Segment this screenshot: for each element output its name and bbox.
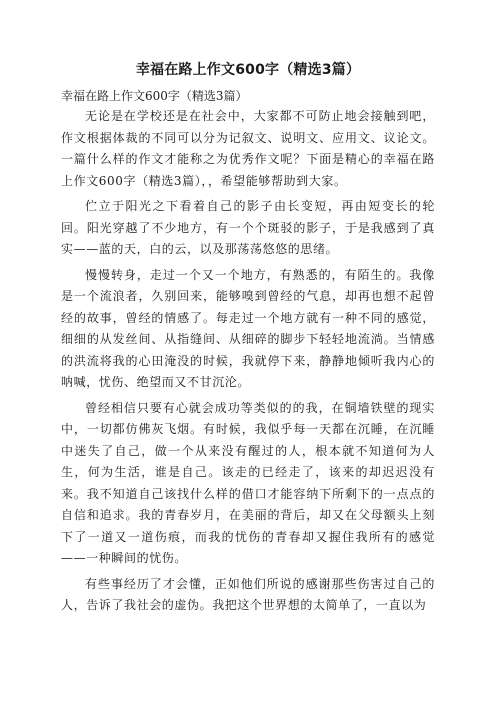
paragraph-4: 曾经相信只要有心就会成功等类似的的我，在铜墙铁壁的现实中，一切都仿佛灰飞烟。有时候，我似乎每一天都在沉睡，在沉睡中迷失了自己，做一个从来没有醒过的人，根本就不知道何为人生，何为生活，谁是自己。该走的已经走了，该来的却迟迟没有来。我不知道自己该找什么样的借口才能容纳下所剩下的一点点的自信和追求。我的青春岁月，在美丽的背后，却又在父母额头上刻下了一道又一道伤痕，而我的忧伤的青春却又握住我所有的感觉——一种瞬间的忧伤。 <box>61 400 435 565</box>
document-page <box>61 60 435 621</box>
paragraph-2: 伫立于阳光之下看着自己的影子由长变短，再由短变长的轮回。阳光穿越了不少地方，有一个个斑驳的影子，于是我感到了真实——蓝的天，白的云，以及那荡荡悠悠的思绪。 <box>61 199 435 256</box>
document-subtitle: 幸福在路上作文600字（精选3篇） <box>61 89 248 103</box>
paragraph-1: 无论是在学校还是在社会中，大家都不可防止地会接触到吧，作文根据体裁的不同可以分为记叙文、说明文、应用文、议论文。一篇什么样的作文才能称之为优秀作文呢？下面是精心的幸福在路上作文600字（精选3篇），，希望能够帮助到大家。 <box>61 109 435 188</box>
paragraph-5: 有些事经历了才会懂，正如他们所说的感谢那些伤害过自己的人，告诉了我社会的虚伪。我把这个世界想的太简单了，一直以为 <box>61 576 435 612</box>
paragraph-3: 慢慢转身，走过一个又一个地方，有熟悉的，有陌生的。我像是一个流浪者，久别回来，能够嗅到曾经的气息，却再也想不起曾经的故事，曾经的情感了。每走过一个地方就有一种不同的感觉，细细的从发丝间、从指缝间、从细碎的脚步下轻轻地流淌。当情感的洪流将我的心田淹没的时候，我就停下来，静静地倾听我内心的呐喊，忧伤、绝望而又不甘沉沦。 <box>61 267 435 389</box>
document-title: 幸福在路上作文600字（精选3篇） <box>135 62 361 78</box>
